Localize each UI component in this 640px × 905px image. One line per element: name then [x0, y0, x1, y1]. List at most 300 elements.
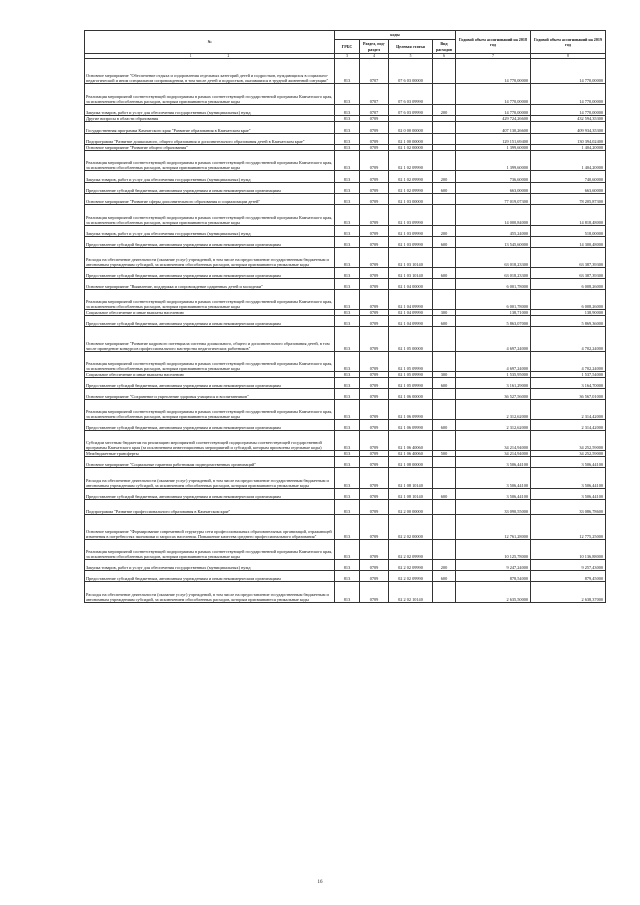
row-volume-2019: 2 314,42000 [531, 420, 606, 431]
row-grbs: 813 [335, 279, 360, 290]
row-grbs: 813 [335, 327, 360, 352]
row-name: Подпрограмма "Развитие профессионального образования в Камчатском крае" [85, 500, 335, 515]
row-volume-2018: 878,54000 [456, 571, 531, 582]
row-expense-type [433, 389, 456, 400]
table-row [85, 400, 606, 420]
row-volume-2019: 1 404,20000 [531, 151, 606, 171]
row-target: 02 1 02 09990 [389, 151, 433, 171]
row-volume-2019: 36 567,01000 [531, 389, 606, 400]
col-number: 6 [433, 54, 456, 59]
row-volume-2018: 34 214,94000 [456, 451, 531, 457]
row-expense-type [433, 59, 456, 84]
row-volume-2019: 14 300,48000 [531, 237, 606, 248]
row-target: 02 1 06 40060 [389, 431, 433, 451]
row-target: 02 1 04 09990 [389, 290, 433, 310]
row-section: 0709 [360, 183, 389, 194]
row-expense-type: 200 [433, 171, 456, 183]
table-row [85, 248, 606, 268]
row-grbs: 813 [335, 151, 360, 171]
table-row [85, 378, 606, 389]
row-volume-2019: 879,45000 [531, 571, 606, 582]
row-volume-2018: 14 770,00000 [456, 105, 531, 116]
row-expense-type: 600 [433, 268, 456, 279]
row-volume-2019: 12 775,25000 [531, 515, 606, 540]
row-volume-2018: 129 151,69400 [456, 134, 531, 145]
row-volume-2018: 63 018,23300 [456, 268, 531, 279]
row-name: Реализация мероприятий соответствующей подпрограммы в рамках соответствующей государственной программы Камчатского края, за исключением обособленных расходов, которым присваиваются уникальные коды [85, 352, 335, 372]
row-volume-2018: 2 312,62000 [456, 400, 531, 420]
table-row [85, 372, 606, 378]
row-section: 0709 [360, 400, 389, 420]
row-grbs: 813 [335, 310, 360, 316]
table-row [85, 105, 606, 116]
row-target: 02 1 03 09990 [389, 205, 433, 226]
table-row [85, 420, 606, 431]
row-grbs: 813 [335, 248, 360, 268]
table-row [85, 327, 606, 352]
row-expense-type: 200 [433, 226, 456, 237]
header-section: Раздел, под-раздел [360, 40, 389, 54]
row-volume-2019: 130 394,02400 [531, 134, 606, 145]
row-volume-2018: 455,24000 [456, 226, 531, 237]
col-number: 8 [531, 54, 606, 59]
row-target: 02 1 03 10140 [389, 248, 433, 268]
row-expense-type: 200 [433, 105, 456, 116]
row-expense-type [433, 279, 456, 290]
row-target: 02 1 05 09990 [389, 378, 433, 389]
table-row [85, 457, 606, 468]
row-expense-type [433, 582, 456, 603]
row-expense-type [433, 431, 456, 451]
row-grbs: 813 [335, 389, 360, 400]
row-section: 0709 [360, 279, 389, 290]
table-body [85, 59, 606, 603]
row-target: 02 1 03 09990 [389, 237, 433, 248]
row-volume-2018: 4 697,24000 [456, 352, 531, 372]
row-volume-2018: 3 506,44100 [456, 489, 531, 500]
row-name: Основное мероприятие "Формирование современной структуры сети профессиональных образовательных организаций, отражающей изменения в потребностях экономики и запросах населения. Повышение качества среднего профессионального образования" [85, 515, 335, 540]
row-expense-type: 600 [433, 489, 456, 500]
row-name: Социальное обеспечение и иные выплаты населению [85, 372, 335, 378]
row-grbs: 813 [335, 145, 360, 151]
page-number: 16 [317, 880, 323, 885]
header-volume-2018: Годовой объем ассигнований на 2018 год [456, 31, 531, 54]
table-row [85, 571, 606, 582]
table-row [85, 145, 606, 151]
row-expense-type [433, 122, 456, 134]
table-row [85, 540, 606, 560]
row-volume-2019: 63 387,39300 [531, 268, 606, 279]
row-grbs: 813 [335, 59, 360, 84]
row-volume-2018: 1 399,60000 [456, 151, 531, 171]
row-volume-2019: 4 702,24000 [531, 327, 606, 352]
row-expense-type [433, 400, 456, 420]
row-expense-type [433, 248, 456, 268]
row-grbs: 813 [335, 540, 360, 560]
table-row [85, 279, 606, 290]
budget-table-page [84, 30, 605, 603]
row-target: 02 1 05 09990 [389, 372, 433, 378]
row-target: 02 1 08 10140 [389, 489, 433, 500]
row-section: 0709 [360, 248, 389, 268]
row-grbs: 813 [335, 194, 360, 205]
row-volume-2018: 138,71000 [456, 310, 531, 316]
row-target: 02 1 08 00000 [389, 457, 433, 468]
row-expense-type: 300 [433, 310, 456, 316]
table-row [85, 226, 606, 237]
row-name: Расходы на обеспечение деятельности (оказание услуг) учреждений, в том числе на предоставление государственным бюджетным и автономным учреждениям субсидий, за исключением обособленных расходов, которым присваиваются уникальные коды [85, 248, 335, 268]
col-number: 1 2 [85, 54, 335, 59]
row-volume-2018: 14 770,00000 [456, 59, 531, 84]
row-expense-type: 600 [433, 378, 456, 389]
table-row [85, 290, 606, 310]
row-target: 02 2 02 00000 [389, 515, 433, 540]
row-volume-2018: 736,60000 [456, 171, 531, 183]
row-section: 0709 [360, 582, 389, 603]
row-volume-2018: 2 635,50000 [456, 582, 531, 603]
row-grbs: 813 [335, 378, 360, 389]
row-expense-type: 300 [433, 372, 456, 378]
table-row [85, 560, 606, 571]
table-row [85, 151, 606, 171]
row-volume-2018: 3 161,29000 [456, 378, 531, 389]
row-grbs: 813 [335, 84, 360, 105]
row-volume-2019: 10 136,88000 [531, 540, 606, 560]
row-volume-2018: 663,00000 [456, 183, 531, 194]
row-target: 02 1 03 09990 [389, 226, 433, 237]
row-name: Расходы на обеспечение деятельности (оказание услуг) учреждений, в том числе на предоставление государственным бюджетным и автономным учреждениям субсидий, за исключением обособленных расходов, которым присваиваются уникальные коды [85, 468, 335, 489]
row-volume-2019: 1 537,54000 [531, 372, 606, 378]
row-volume-2018: 3 506,44100 [456, 468, 531, 489]
row-section: 0709 [360, 327, 389, 352]
row-section: 0709 [360, 378, 389, 389]
row-target: 02 1 00 00000 [389, 134, 433, 145]
row-name: Реализация мероприятий соответствующей подпрограммы в рамках соответствующей государственной программы Камчатского края, за исключением обособленных расходов, которым присваиваются уникальные коды [85, 84, 335, 105]
row-target: 02 1 06 40060 [389, 451, 433, 457]
col-number: 3 [335, 54, 360, 59]
row-grbs: 813 [335, 451, 360, 457]
row-name: Подпрограмма "Развитие дошкольного, общего образования и дополнительного образования детей в Камчатском крае" [85, 134, 335, 145]
row-target: 07 6 03 00000 [389, 59, 433, 84]
row-volume-2018: 6 001,78000 [456, 290, 531, 310]
row-grbs: 813 [335, 420, 360, 431]
row-target: 02 1 03 00000 [389, 194, 433, 205]
row-volume-2019: 78 205,87300 [531, 194, 606, 205]
row-grbs: 813 [335, 183, 360, 194]
row-volume-2018: 5 863,07000 [456, 316, 531, 327]
row-volume-2018: 14 770,00000 [456, 84, 531, 105]
row-volume-2018: 9 247,24000 [456, 560, 531, 571]
row-name: Закупка товаров, работ и услуг для обеспечения государственных (муниципальных) нужд [85, 171, 335, 183]
row-target: 02 2 02 09990 [389, 571, 433, 582]
row-name: Предоставление субсидий бюджетным, автономным учреждениям и иным некоммерческим организациям [85, 571, 335, 582]
row-section: 0707 [360, 59, 389, 84]
row-target: 02 1 04 00000 [389, 279, 433, 290]
row-grbs: 813 [335, 489, 360, 500]
table-row [85, 489, 606, 500]
table-row [85, 431, 606, 451]
header-number: № [85, 31, 335, 54]
row-grbs: 813 [335, 134, 360, 145]
table-row [85, 59, 606, 84]
row-volume-2019: 5 869,36000 [531, 316, 606, 327]
col-number: 5 [389, 54, 433, 59]
row-expense-type [433, 205, 456, 226]
row-expense-type [433, 151, 456, 171]
table-row [85, 352, 606, 372]
table-row [85, 171, 606, 183]
row-volume-2019: 9 257,43000 [531, 560, 606, 571]
row-volume-2018: 77 019,07300 [456, 194, 531, 205]
row-volume-2019: 14 770,00000 [531, 59, 606, 84]
row-name: Предоставление субсидий бюджетным, автономным учреждениям и иным некоммерческим организациям [85, 420, 335, 431]
row-volume-2018: 4 697,24000 [456, 327, 531, 352]
row-name: Основное мероприятие "Развитие кадрового потенциала системы дошкольного, общего и дополнительного образования детей, в том числе проведение конкурсов профессионального мастерства педагогических работников" [85, 327, 335, 352]
row-target: 07 6 03 09990 [389, 84, 433, 105]
row-target: 02 1 04 09990 [389, 316, 433, 327]
row-name: Предоставление субсидий бюджетным, автономным учреждениям и иным некоммерческим организациям [85, 489, 335, 500]
row-grbs: 813 [335, 582, 360, 603]
row-expense-type [433, 457, 456, 468]
row-section: 0709 [360, 457, 389, 468]
table-row [85, 84, 606, 105]
row-volume-2019: 2 638,37000 [531, 582, 606, 603]
row-volume-2019: 34 252,59000 [531, 451, 606, 457]
row-volume-2018: 13 545,60000 [456, 237, 531, 248]
row-volume-2018: 34 214,94000 [456, 431, 531, 451]
row-grbs: 813 [335, 571, 360, 582]
header-codes: коды [335, 31, 456, 40]
table-row [85, 134, 606, 145]
row-section: 0709 [360, 122, 389, 134]
row-target: 02 1 06 09990 [389, 420, 433, 431]
row-expense-type [433, 84, 456, 105]
row-volume-2019: 14 818,48000 [531, 205, 606, 226]
row-target: 02 2 02 09990 [389, 540, 433, 560]
row-name: Реализация мероприятий соответствующей подпрограммы в рамках соответствующей государственной программы Камчатского края, за исключением обособленных расходов, которым присваиваются уникальные коды [85, 290, 335, 310]
row-name: Межбюджетные трансферты [85, 451, 335, 457]
row-section: 0709 [360, 134, 389, 145]
table-row [85, 310, 606, 316]
row-name: Субсидии местным бюджетам на реализацию мероприятий соответствующей подпрограммы соответствующей государственной программы Камчатского края (за исключением инвестиционных мероприятий и субсидий, которым присвоены отдельные коды) [85, 431, 335, 451]
table-row [85, 237, 606, 248]
row-volume-2019: 6 008,26000 [531, 279, 606, 290]
row-name: Закупка товаров, работ и услуг для обеспечения государственных (муниципальных) нужд [85, 105, 335, 116]
row-volume-2018: 3 506,44100 [456, 457, 531, 468]
budget-table [84, 30, 606, 603]
row-name: Основное мероприятие "Сохранение и укрепление здоровья учащихся и воспитанников" [85, 389, 335, 400]
col-number: 7 [456, 54, 531, 59]
row-target: 02 1 08 10140 [389, 468, 433, 489]
row-volume-2018: 2 312,62000 [456, 420, 531, 431]
row-section: 0709 [360, 171, 389, 183]
row-volume-2019: 2 314,42000 [531, 400, 606, 420]
table-row [85, 468, 606, 489]
row-name: Государственная программа Камчатского края "Развитие образования в Камчатском крае" [85, 122, 335, 134]
table-row [85, 122, 606, 134]
row-volume-2019: 3 164,70000 [531, 378, 606, 389]
row-volume-2019: 4 702,24000 [531, 352, 606, 372]
row-expense-type: 600 [433, 420, 456, 431]
row-section: 0709 [360, 116, 389, 122]
col-number: 4 [360, 54, 389, 59]
row-volume-2018: 12 761,28000 [456, 515, 531, 540]
row-name: Основное мероприятие "Социальные гарантии работникам подведомственных организаций" [85, 457, 335, 468]
row-volume-2018: 429 724,26600 [456, 116, 531, 122]
row-volume-2018: 10 125,78000 [456, 540, 531, 560]
table-row [85, 515, 606, 540]
row-volume-2019: 14 770,00000 [531, 84, 606, 105]
row-name: Закупка товаров, работ и услуг для обеспечения государственных (муниципальных) нужд [85, 226, 335, 237]
header-target: Целевая статья [389, 40, 433, 54]
row-expense-type [433, 500, 456, 515]
row-expense-type: 200 [433, 560, 456, 571]
row-name: Другие вопросы в области образования [85, 116, 335, 122]
row-expense-type: 500 [433, 451, 456, 457]
row-target: 02 1 04 09990 [389, 310, 433, 316]
row-grbs: 813 [335, 226, 360, 237]
row-section: 0709 [360, 431, 389, 451]
row-grbs: 813 [335, 468, 360, 489]
row-section: 0709 [360, 268, 389, 279]
row-section: 0709 [360, 489, 389, 500]
row-volume-2019: 34 252,59000 [531, 431, 606, 451]
row-target: 02 2 00 00000 [389, 500, 433, 515]
row-section: 0707 [360, 84, 389, 105]
row-grbs: 813 [335, 372, 360, 378]
table-row [85, 194, 606, 205]
row-expense-type [433, 540, 456, 560]
row-grbs: 813 [335, 457, 360, 468]
row-section: 0709 [360, 468, 389, 489]
row-volume-2019: 409 934,35300 [531, 122, 606, 134]
row-section: 0709 [360, 540, 389, 560]
row-grbs: 813 [335, 515, 360, 540]
row-name: Расходы на обеспечение деятельности (оказание услуг) учреждений, в том числе на предоставление государственным бюджетным и автономным учреждениям субсидий, за исключением обособленных расходов, которым присваиваются уникальные коды [85, 582, 335, 603]
row-grbs: 813 [335, 205, 360, 226]
row-target: 02 1 06 09990 [389, 400, 433, 420]
row-volume-2018: 63 018,23300 [456, 248, 531, 268]
row-grbs: 813 [335, 316, 360, 327]
row-target: 02 1 02 09990 [389, 183, 433, 194]
row-name: Предоставление субсидий бюджетным, автономным учреждениям и иным некоммерческим организациям [85, 237, 335, 248]
header-grbs: ГРБС [335, 40, 360, 54]
header-volume-2019: Годовой объем ассигнований на 2019 год [531, 31, 606, 54]
row-name: Реализация мероприятий соответствующей подпрограммы в рамках соответствующей государственной программы Камчатского края, за исключением обособленных расходов, которым присваиваются уникальные коды [85, 540, 335, 560]
row-volume-2019: 663,60000 [531, 183, 606, 194]
row-target: 02 2 02 10140 [389, 582, 433, 603]
table-row [85, 183, 606, 194]
row-target: 07 6 03 09990 [389, 105, 433, 116]
row-volume-2018: 407 130,26600 [456, 122, 531, 134]
table-row [85, 500, 606, 515]
row-target: 02 1 03 10140 [389, 268, 433, 279]
row-grbs: 813 [335, 400, 360, 420]
row-section: 0709 [360, 151, 389, 171]
table-row [85, 268, 606, 279]
row-volume-2019: 1 404,20000 [531, 145, 606, 151]
row-expense-type [433, 194, 456, 205]
row-volume-2019: 6 008,26000 [531, 290, 606, 310]
row-volume-2019: 740,60000 [531, 171, 606, 183]
row-expense-type [433, 134, 456, 145]
row-grbs: 813 [335, 116, 360, 122]
row-grbs: 813 [335, 122, 360, 134]
row-name: Основное мероприятие "Развитие сферы дополнительного образования и социализации детей" [85, 194, 335, 205]
row-target: 02 1 02 00000 [389, 145, 433, 151]
row-expense-type [433, 468, 456, 489]
row-expense-type [433, 327, 456, 352]
row-name: Предоставление субсидий бюджетным, автономным учреждениям и иным некоммерческим организациям [85, 183, 335, 194]
row-name: Предоставление субсидий бюджетным, автономным учреждениям и иным некоммерческим организациям [85, 268, 335, 279]
row-target: 02 1 05 09990 [389, 352, 433, 372]
table-row [85, 389, 606, 400]
row-name: Основное мероприятие "Развитие общего образования" [85, 145, 335, 151]
row-section: 0709 [360, 145, 389, 151]
row-name: Предоставление субсидий бюджетным, автономным учреждениям и иным некоммерческим организациям [85, 316, 335, 327]
row-expense-type [433, 352, 456, 372]
row-name: Основное мероприятие "Обеспечение отдыха и оздоровления отдельных категорий детей и подростков, нуждающихся в социально-педагогической и ином специальном сопровождении, в том числе детей и подростков, оказавшихся в трудной жизненной ситуации" [85, 59, 335, 84]
row-name: Реализация мероприятий соответствующей подпрограммы в рамках соответствующей государственной программы Камчатского края, за исключением обособленных расходов, которым присваиваются уникальные коды [85, 205, 335, 226]
row-section: 0709 [360, 226, 389, 237]
row-volume-2019: 33 086,78600 [531, 500, 606, 515]
row-volume-2018: 33 090,55000 [456, 500, 531, 515]
row-section: 0709 [360, 560, 389, 571]
row-grbs: 813 [335, 290, 360, 310]
row-volume-2019: 3 506,44100 [531, 457, 606, 468]
row-grbs: 813 [335, 431, 360, 451]
row-volume-2019: 138,90000 [531, 310, 606, 316]
row-name: Предоставление субсидий бюджетным, автономным учреждениям и иным некоммерческим организациям [85, 378, 335, 389]
row-name: Реализация мероприятий соответствующей подпрограммы в рамках соответствующей государственной программы Камчатского края, за исключением обособленных расходов, которым присваиваются уникальные коды [85, 151, 335, 171]
row-target: 02 1 05 00000 [389, 327, 433, 352]
row-expense-type: 600 [433, 571, 456, 582]
row-volume-2019: 3 506,44100 [531, 468, 606, 489]
row-volume-2019: 432 594,35300 [531, 116, 606, 122]
row-expense-type: 600 [433, 183, 456, 194]
header-expense-type: Вид расходов [433, 40, 456, 54]
row-section: 0707 [360, 105, 389, 116]
row-section: 0709 [360, 237, 389, 248]
row-section: 0709 [360, 515, 389, 540]
row-grbs: 813 [335, 237, 360, 248]
row-volume-2018: 36 527,56000 [456, 389, 531, 400]
row-expense-type: 600 [433, 237, 456, 248]
row-section: 0709 [360, 316, 389, 327]
row-target: 02 0 00 00000 [389, 122, 433, 134]
row-section: 0709 [360, 389, 389, 400]
row-expense-type [433, 290, 456, 310]
row-expense-type: 600 [433, 316, 456, 327]
row-target: 02 1 06 00000 [389, 389, 433, 400]
row-target: 02 1 02 09990 [389, 171, 433, 183]
row-grbs: 813 [335, 560, 360, 571]
table-row [85, 316, 606, 327]
row-grbs: 813 [335, 500, 360, 515]
row-name: Социальное обеспечение и иные выплаты населению [85, 310, 335, 316]
table-row [85, 205, 606, 226]
row-volume-2018: 1 399,60000 [456, 145, 531, 151]
row-volume-2019: 518,00000 [531, 226, 606, 237]
row-section: 0709 [360, 571, 389, 582]
table-row [85, 582, 606, 603]
row-volume-2019: 63 387,39300 [531, 248, 606, 268]
row-grbs: 813 [335, 171, 360, 183]
row-section: 0709 [360, 500, 389, 515]
row-target: 02 2 02 09990 [389, 560, 433, 571]
row-name: Основное мероприятие "Выявление, поддержка и сопровождение одаренных детей и молодежи" [85, 279, 335, 290]
row-section: 0709 [360, 290, 389, 310]
